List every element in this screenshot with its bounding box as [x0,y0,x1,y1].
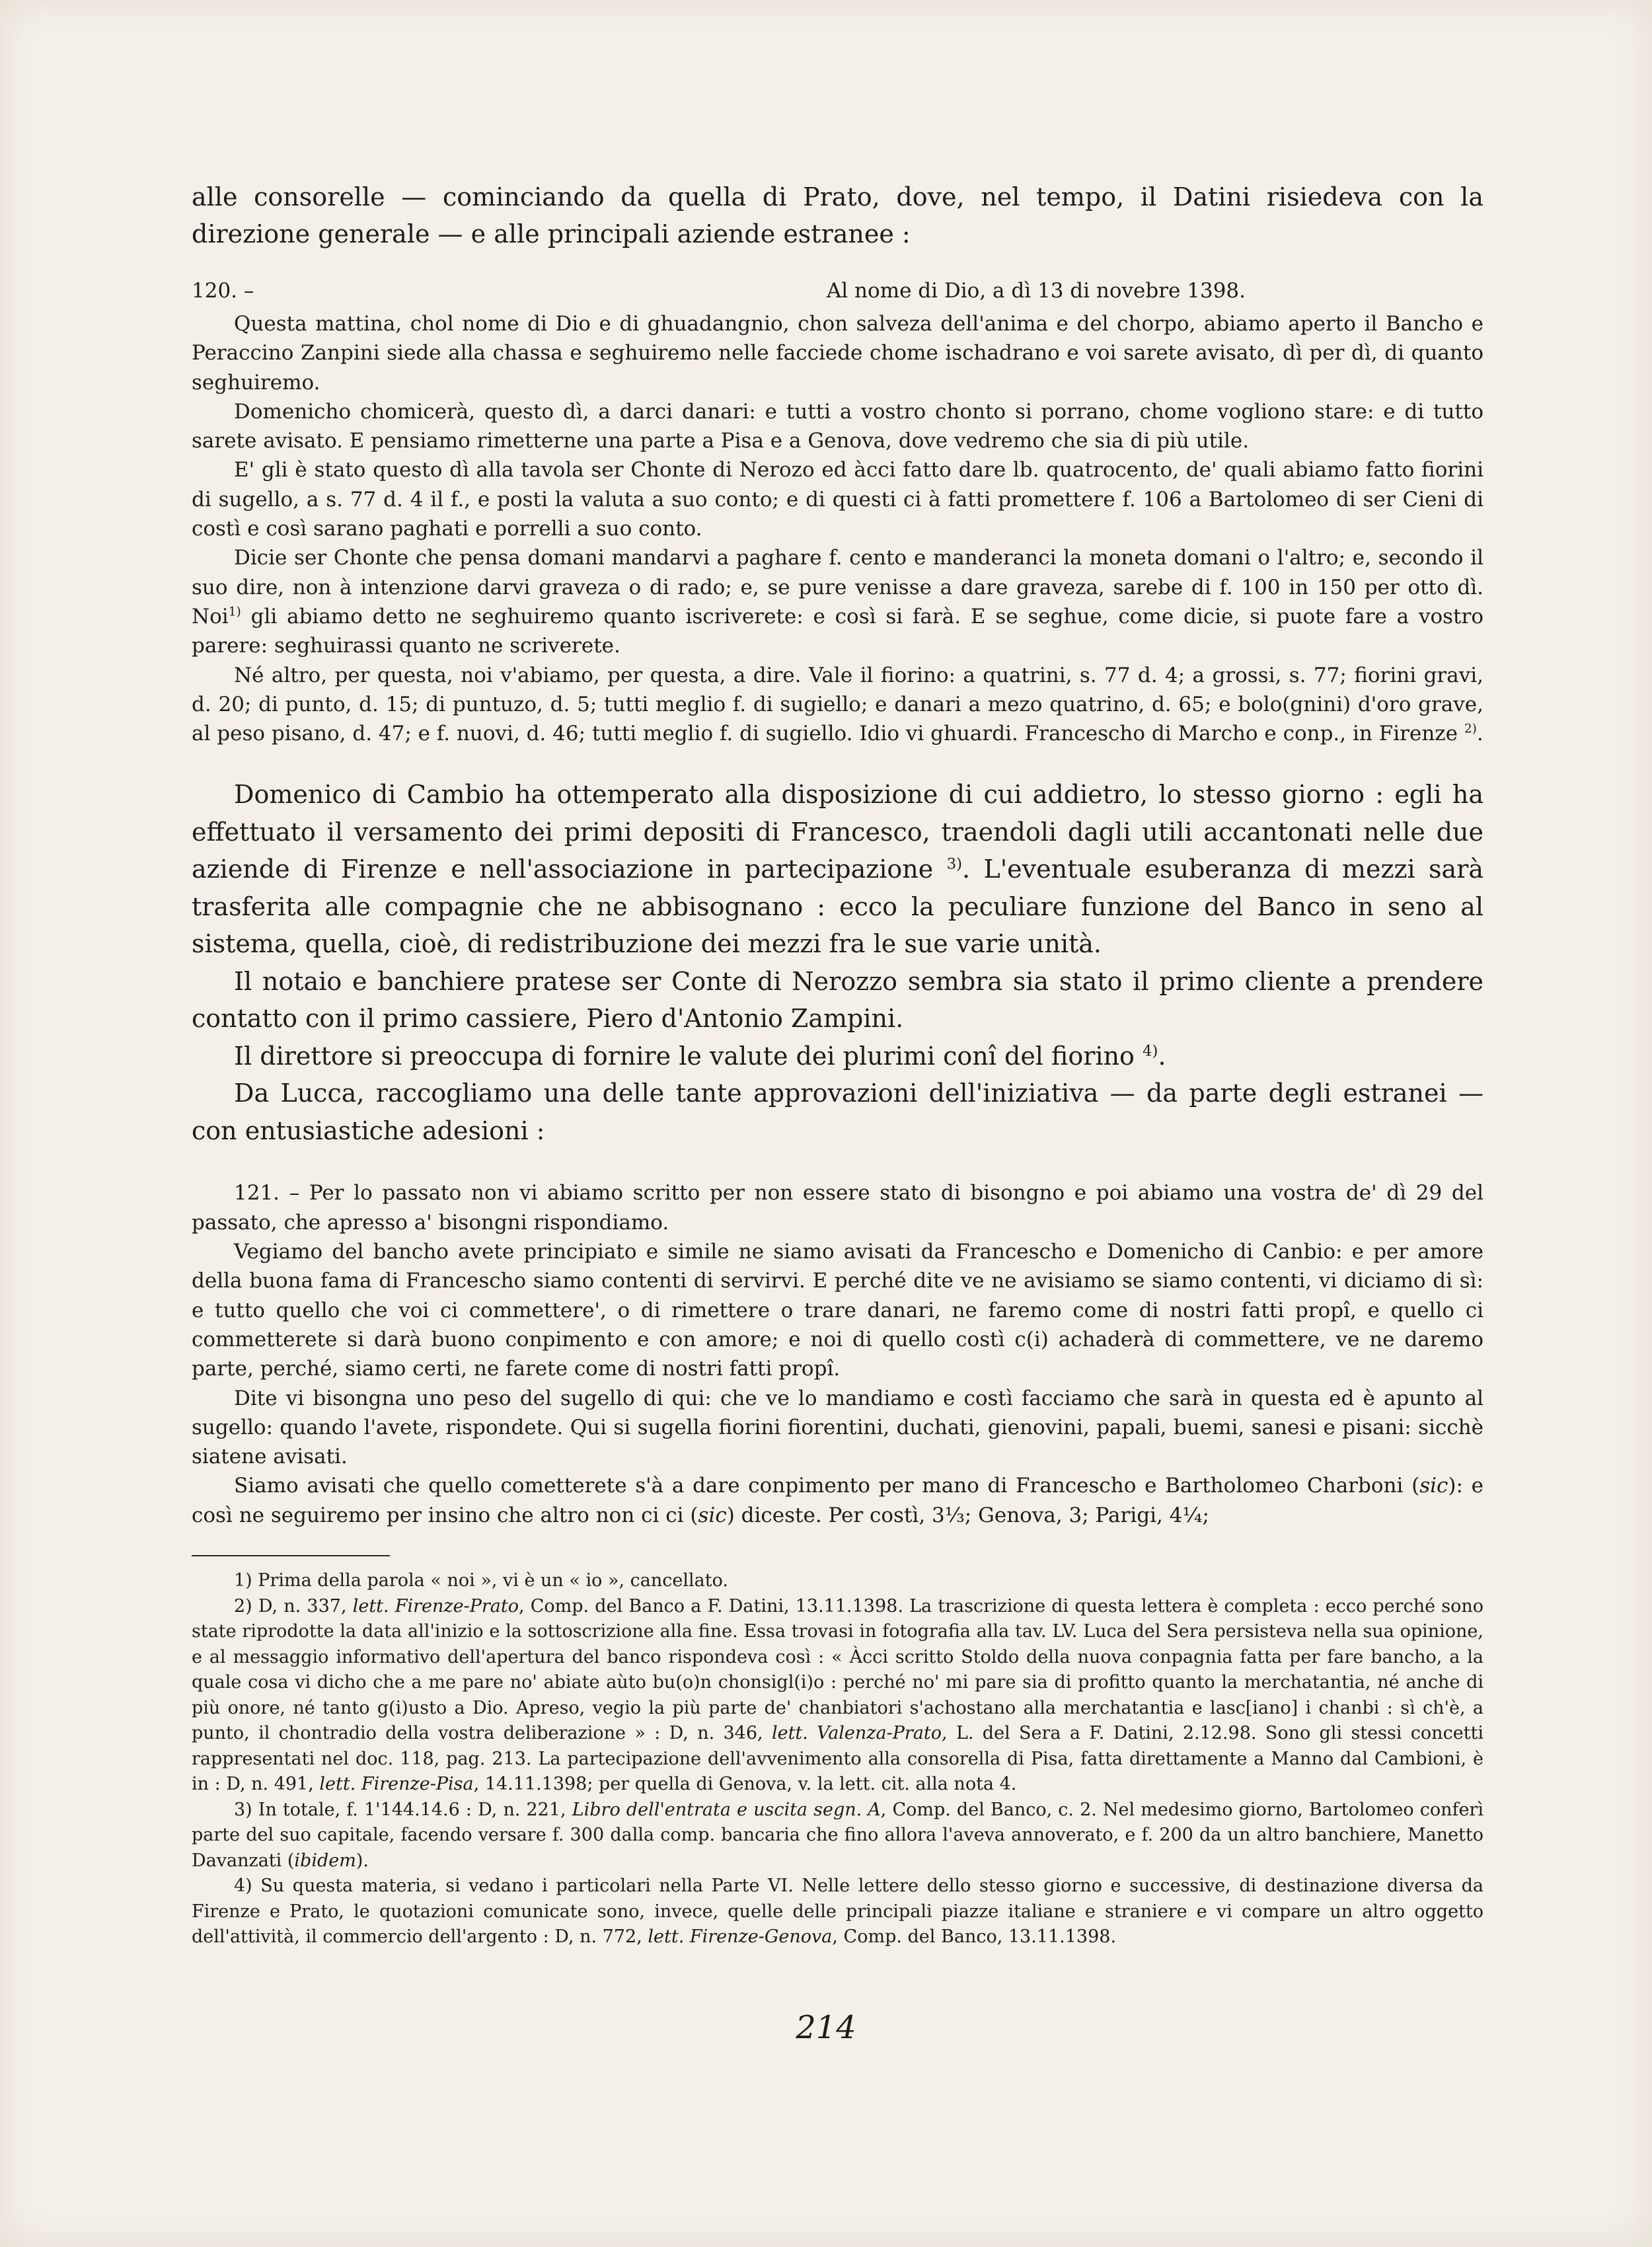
footnote-3: 3) In totale, f. 1'144.14.6 : D, n. 221, Libro dell'entrata e uscita segn. A, Comp. del Banco, c. 2. Nel medesimo giorno, Bartolomeo conferì parte del suo capitale, facendo versare f. 300 dalla comp. bancaria che fino allora l'aveva annoverato, e f. 200 da un altro banchiere, Manetto Davanzati (ibidem). [192,1799,1483,1871]
main-text-column [192,178,1483,1950]
letter-paragraph: Siamo avisati che quello cometterete s'à a dare conpimento per mano di Francescho e Bartholomeo Charboni (sic): e così ne seguiremo per insino che altro non ci ci (sic) diceste. Per costì, 3⅓; Genova, 3; Parigi, 4¼; [192,1474,1483,1527]
body-paragraph: Il notaio e banchiere pratese ser Conte di Nerozzo sembra sia stato il primo cliente a prendere contatto con il primo cassiere, Piero d'Antonio Zampini. [192,966,1483,1034]
footnotes [192,1568,1483,1950]
letter-paragraph: Dicie ser Chonte che pensa domani mandarvi a paghare f. cento e manderanci la moneta domani o l'altro; e, secondo il suo dire, non à intenzione darvi graveza o di rado; e, se pure venisse a dare graveza, sarebe di f. 100 in 150 per otto dì. Noi$^{1)}$ gli abiamo detto ne seghuiremo quanto iscriverete: e così si farà. E se seghue, come dicie, si puote fare a vostro parere: seghuirassi quanto ne scriverete. [192,546,1483,658]
letter-paragraph: 121. – Per lo passato non vi abiamo scritto per non essere stato di bisongno e poi abiamo una vostra de' dì 29 del passato, che apresso a' bisongni rispondiamo. [192,1181,1483,1235]
letter-number: 120. – [192,279,254,303]
body-paragraph: Il direttore si preoccupa di fornire le valute dei plurimi conî del fiorino $^{4)}$. [234,1041,1166,1071]
footnote-ref[interactable]: 2) [1464,722,1477,736]
footnote-ref[interactable]: 4) [1143,1042,1158,1060]
letter-paragraph: Né altro, per questa, noi v'abiamo, per questa, a dire. Vale il fiorino: a quatrini, s. 77 d. 4; a grossi, s. 77; fiorini gravi, d. 20; di punto, d. 15; di puntuzo, d. 5; tutti meglio f. di sugiello; e danari a mezo quatrino, d. 65; e bolo(gnini) d'oro grave, al peso pisano, d. 47; e f. nuovi, d. 46; tutti meglio f. di sugiello. Idio vi ghuardi. Francescho di Marcho e conp., in Firenze $^{2)}$. [192,663,1483,746]
footnote-ref[interactable]: 1) [228,605,241,619]
letter-paragraph: Domenicho chomicerà, questo dì, a darci danari: e tutti a vostro chonto si porrano, chome vogliono stare: e di tutto sarete avisato. E pensiamo rimetterne una parte a Pisa e a Genova, dove vedremo che sia di più utile. [192,399,1483,453]
footnote-1: 1) Prima della parola « noi », vi è un « io », cancellato. [234,1570,728,1591]
body-paragraph: Domenico di Cambio ha ottemperato alla disposizione di cui addietro, lo stesso giorno : egli ha effettuato il versamento dei primi depositi di Francesco, traendoli dagli utili accantonati nelle due aziende di Firenze e nell'associazione in partecipazione $^{3)}$. L'eventuale esuberanza di mezzi sarà trasferita alle compagnie che ne abbisognano : ecco la peculiare funzione del Banco in seno al sistema, quella, cioè, di redistribuzione dei mezzi fra le sue varie unità. [192,780,1483,959]
footnote-ref[interactable]: 3) [946,855,963,873]
letter-date: Al nome di Dio, a dì 13 di novebre 1398. [826,279,1246,303]
body-text [192,776,1483,1149]
letter-paragraph: Vegiamo del bancho avete principiato e simile ne siamo avisati da Francescho e Domenicho di Canbio: e per amore della buona fama di Francescho siamo contenti di servirvi. E perché dite ve ne avisiamo se siamo contenti, vi diciamo di sì: e tutto quello che voi ci commettere', o di rimettere o trare danari, ne faremo come di nostri fatti propî, e quello ci commetterete si darà buono conpimento e con amore; e noi di quello costì c(i) achaderà di commettere, ve ne daremo parte, perché, siamo certi, ne farete come di nostri fatti propî. [192,1240,1483,1381]
footnote-2: 2) D, n. 337, lett. Firenze-Prato, Comp. del Banco a F. Datini, 13.11.1398. La trascrizione di questa lettera è completa : ecco perché sono state riprodotte la data all'inizio e la sottoscrizione alla fine. Essa trovasi in fotografia alla tav. LV. Luca del Sera persisteva nella sua opinione, e al messaggio informativo dell'apertura del banco rispondeva così : « Àcci scritto Stoldo della nuova conpagnia fatta per fare bancho, a la quale cosa vi dicho che a me pare no' abiate aùto bu(o)n chonsigl(i)o : perché no' mi pare sia di profitto quanto la merchatantia, né anche di più onore, né tanto g(i)usto a Dio. Apreso, vegio la più parte de' chanbiatori s'achostano alla merchatantia e lasc[iano] i chanbi : sì ch'è, a punto, il chontradio della vostra deliberazione » : D, n. 346, lett. Valenza-Prato, L. del Sera a F. Datini, 2.12.98. Sono gli stessi concetti rappresentati nel doc. 118, pag. 213. La partecipazione dell'avvenimento alla consorella di Pisa, fatta direttamente a Manno dal Cambioni, è in : D, n. 491, lett. Firenze-Pisa, 14.11.1398; per quella di Genova, v. la lett. cit. alla nota 4. [192,1595,1484,1795]
letter-paragraph: Dite vi bisongna uno peso del sugello di qui: che ve lo mandiamo e costì facciamo che sarà in questa ed è apunto al sugello: quando l'avete, rispondete. Qui si sugella fiorini fiorentini, duchati, gienovini, papali, buemi, sanesi e pisani: sicchè siatene avisati. [192,1386,1483,1469]
footnote-4: 4) Su questa materia, si vedano i particolari nella Parte VI. Nelle lettere dello stesso giorno e successive, di destinazione diversa da Firenze e Prato, le quotazioni comunicate sono, invece, quelle delle principali piazze italiane e straniere e vi compare un altro oggetto dell'attività, il commercio dell'argento : D, n. 772, lett. Firenze-Genova, Comp. del Banco, 13.11.1398. [192,1876,1483,1948]
letter-121 [192,1178,1483,1530]
footnote-divider [192,1555,390,1556]
letter-120-header [192,276,1483,305]
letter-paragraph: E' gli è stato questo dì alla tavola ser Chonte di Nerozo ed àcci fatto dare lb. quatrocento, de' quali abiamo fatto fiorini di sugello, a s. 77 d. 4 il f., e posti la valuta a suo conto; e di questi ci à fatti promettere f. 106 a Bartolomeo di ser Cieni di costì e così sarano paghati e porrelli a suo conto. [192,458,1483,541]
letter-paragraph: Questa mattina, chol nome di Dio e di ghuadangnio, chon salveza dell'anima e del chorpo, abiamo aperto il Bancho e Peraccino Zanpini siede alla chassa e seghuiremo nelle facciede chome ischadrano e voi sarete avisato, dì per dì, di quanto seghuiremo. [192,312,1483,395]
page-number: 214 [796,2009,856,2046]
body-paragraph: Da Lucca, raccogliamo una delle tante approvazioni dell'iniziativa — da parte degli estranei — con entusiastiche adesioni : [192,1079,1483,1145]
letter-120 [192,309,1483,748]
intro-paragraph: alle consorelle — cominciando da quella di Prato, dove, nel tempo, il Datini risiedeva con la direzione generale — e alle principali aziende estranee : [192,182,1483,248]
